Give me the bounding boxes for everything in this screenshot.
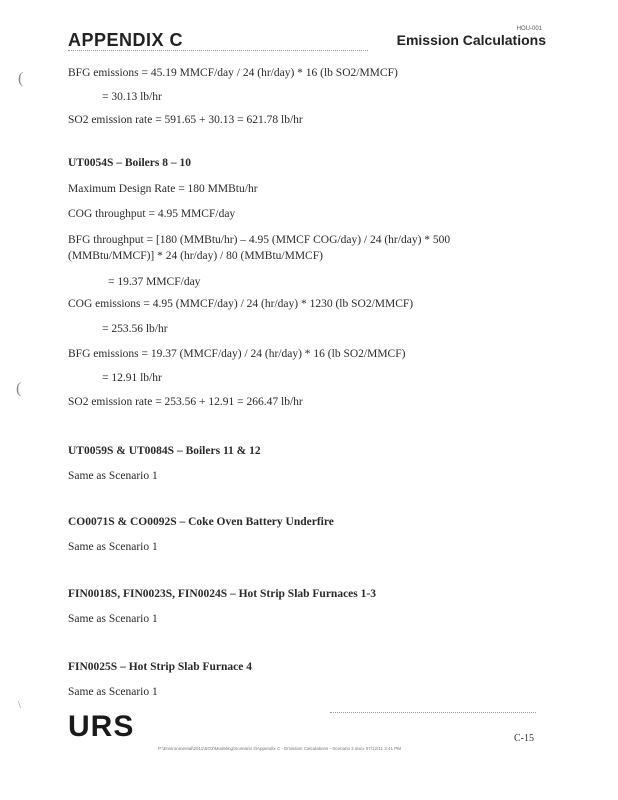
section-heading: CO0071S & CO0092S – Coke Oven Battery Underfire	[68, 516, 334, 528]
calc-line: = 30.13 lb/hr	[102, 91, 162, 103]
margin-mark: (	[16, 380, 22, 397]
section-heading: UT0059S & UT0084S – Boilers 11 & 12	[68, 445, 261, 457]
header-rule	[68, 50, 368, 51]
file-path: P:\Environmental\2011\SO2\Modeling\Scenario 2\Appendix C - Emission Calculations - Scenario 2.docx 07/12/11 3:41 PM	[158, 746, 401, 751]
company-logo: URS	[68, 710, 135, 743]
calc-line: BFG throughput = [180 (MMBtu/hr) – 4.95 (MMCF COG/day) / 24 (hr/day) * 500	[68, 234, 451, 246]
section-title: Emission Calculations	[396, 32, 546, 48]
calc-line: = 253.56 lb/hr	[102, 323, 168, 335]
margin-mark: (	[18, 70, 24, 87]
section-heading: FIN0018S, FIN0023S, FIN0024S – Hot Strip Slab Furnaces 1-3	[68, 588, 376, 600]
calc-line: Same as Scenario 1	[68, 541, 158, 553]
calc-line: Same as Scenario 1	[68, 613, 158, 625]
page-number: C-15	[514, 733, 534, 744]
calc-line: (MMBtu/MMCF)] * 24 (hr/day) / 80 (MMBtu/MMCF)	[68, 250, 323, 262]
calc-line: = 12.91 lb/hr	[102, 372, 162, 384]
section-heading: FIN0025S – Hot Strip Slab Furnace 4	[68, 661, 253, 673]
calc-line: Same as Scenario 1	[68, 470, 158, 482]
calc-line: SO2 emission rate = 591.65 + 30.13 = 621.78 lb/hr	[68, 114, 303, 126]
footer-rule	[330, 712, 536, 713]
calc-line: SO2 emission rate = 253.56 + 12.91 = 266.47 lb/hr	[68, 396, 303, 408]
calc-line: COG throughput = 4.95 MMCF/day	[68, 208, 236, 220]
calc-line: = 19.37 MMCF/day	[108, 276, 201, 288]
calc-line: Maximum Design Rate = 180 MMBtu/hr	[68, 183, 258, 195]
appendix-label: APPENDIX C	[68, 30, 184, 50]
margin-mark: \	[18, 700, 21, 711]
calc-line: BFG emissions = 45.19 MMCF/day / 24 (hr/day) * 16 (lb SO2/MMCF)	[68, 67, 398, 79]
calc-line: Same as Scenario 1	[68, 686, 158, 698]
document-tag: HOU-001	[516, 26, 542, 32]
calc-line: COG emissions = 4.95 (MMCF/day) / 24 (hr/day) * 1230 (lb SO2/MMCF)	[68, 298, 414, 310]
calc-line: BFG emissions = 19.37 (MMCF/day) / 24 (hr/day) * 16 (lb SO2/MMCF)	[68, 348, 406, 360]
section-heading: UT0054S – Boilers 8 – 10	[68, 157, 191, 169]
